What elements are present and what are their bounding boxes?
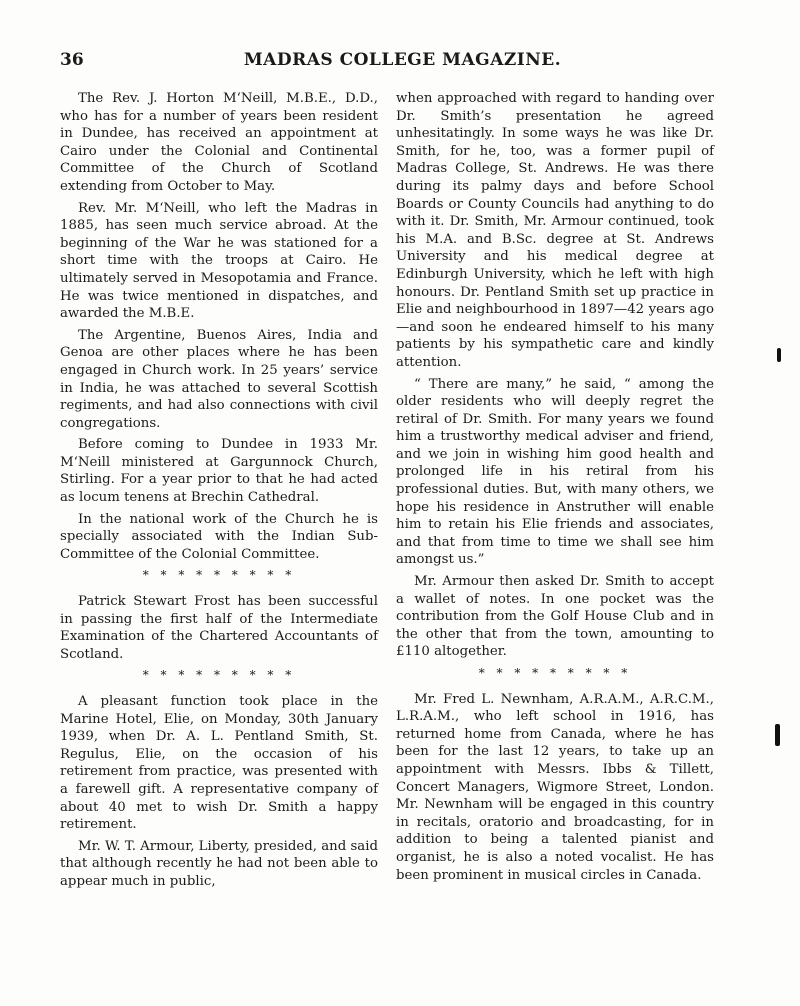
- paragraph: In the national work of the Church he is specially associated with the Indian Sub-Committee of the Colonial Committee.: [60, 511, 378, 562]
- paragraph: “ There are many,” he said, “ among the older residents who will deeply regret the retiral of Dr. Smith. For many years we found him a trustworthy medical adviser and friend, and we join in wishing him good health and prolonged life in his retiral from his professional duties. But, with many others, we hope his residence in Anstruther will enable him to retain his Elie friends and associates, and that from time to time we shall see him amongst us.”: [396, 376, 714, 568]
- page-header: [60, 50, 745, 74]
- section-divider: * * * * * * * * *: [142, 568, 296, 583]
- paragraph: when approached with regard to handing over Dr. Smith’s presentation he agreed unhesitatingly. In some ways he was like Dr. Smith, for he, too, was a former pupil of Madras College, St. Andrews. He was there during its palmy days and before School Boards or County Councils had anything to do with it. Dr. Smith, Mr. Armour continued, took his M.A. and B.Sc. degree at St. Andrews University and his medical degree at Edinburgh University, which he left with high honours. Dr. Pentland Smith set up practice in Elie and neighbourhood in 1897—42 years ago—and soon he endeared himself to his many patients by his sympathetic care and kindly attention.: [396, 91, 714, 370]
- paragraph: The Argentine, Buenos Aires, India and Genoa are other places where he has been engaged in Church work. In 25 years’ service in India, he was attached to several Scottish regiments, and had also connections with civil congregations.: [60, 327, 378, 431]
- section-divider: * * * * * * * * *: [142, 668, 296, 683]
- margin-mark-bottom: [775, 724, 780, 746]
- paragraph: Mr. Fred L. Newnham, A.R.A.M., A.R.C.M., L.R.A.M., who left school in 1916, has returned home from Canada, where he has been for the last 12 years, to take up an appointment with Messrs. Ibbs & Tillett, Concert Managers, Wigmore Street, London. Mr. Newnham will be engaged in this country in recitals, oratorio and broadcasting, for in addition to being a talented pianist and organist, he is also a noted vocalist. He has been prominent in musical circles in Canada.: [396, 691, 714, 883]
- running-title: MADRAS COLLEGE MAGAZINE.: [243, 50, 562, 70]
- paragraph: Before coming to Dundee in 1933 Mr. M‘Neill ministered at Gargunnock Church, Stirling. For a year prior to that he had acted as locum tenens at Brechin Cathedral.: [60, 437, 378, 506]
- paragraph: Mr. Armour then asked Dr. Smith to accept a wallet of notes. In one pocket was the contribution from the Golf House Club and in the other that from the town, amounting to £110 altogether.: [396, 574, 714, 660]
- margin-mark-top: [777, 348, 781, 362]
- left-column: [60, 90, 378, 895]
- paragraph: Patrick Stewart Frost has been successful in passing the first half of the Intermediate Examination of the Chartered Accountants of Scotland.: [60, 594, 378, 662]
- paragraph: The Rev. J. Horton M‘Neill, M.B.E., D.D., who has for a number of years been resident in Dundee, has received an appointment at Cairo under the Colonial and Continental Committee of the Church of Scotland extending from October to May.: [60, 91, 378, 194]
- page-number: 36: [60, 50, 84, 70]
- section-divider: * * * * * * * * *: [478, 666, 632, 680]
- paragraph: Mr. W. T. Armour, Liberty, presided, and said that although recently he had not been able to appear much in public,: [60, 838, 378, 889]
- paragraph: Rev. Mr. M‘Neill, who left the Madras in 1885, has seen much service abroad. At the beginning of the War he was stationed for a short time with the troops at Cairo. He ultimately served in Mesopotamia and France. He was twice mentioned in dispatches, and awarded the M.B.E.: [60, 200, 378, 322]
- right-column: [396, 90, 714, 888]
- paragraph: A pleasant function took place in the Marine Hotel, Elie, on Monday, 30th January 1939, when Dr. A. L. Pentland Smith, St. Regulus, Elie, on the occasion of his retirement from practice, was presented with a farewell gift. A representative company of about 40 met to wish Dr. Smith a happy retirement.: [60, 694, 378, 833]
